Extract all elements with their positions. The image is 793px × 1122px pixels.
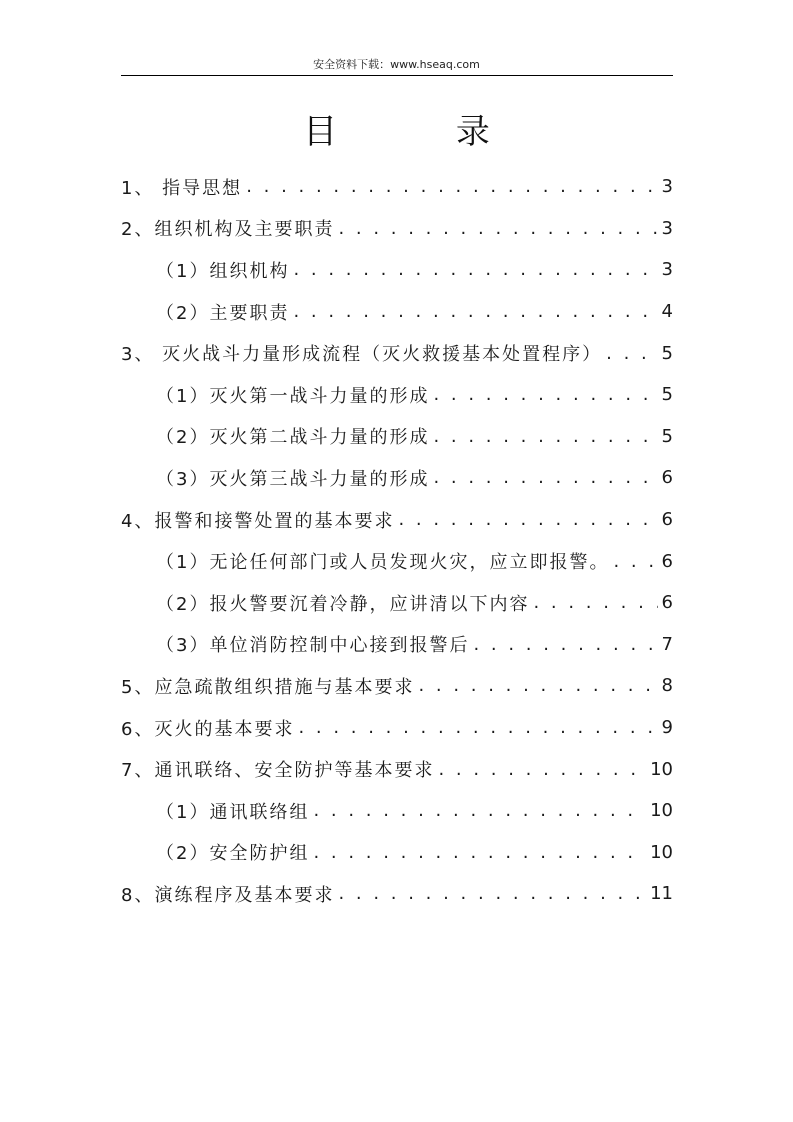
toc-entry[interactable] [121, 457, 673, 499]
toc-entry-text: 6、灭火的基本要求 [121, 718, 295, 740]
toc-entry-text: （1）组织机构 [156, 260, 290, 282]
toc-page-number: 3 [661, 217, 673, 239]
toc-page-number: 11 [650, 883, 673, 905]
toc-page-number: 5 [661, 425, 673, 447]
toc-leader-dots [398, 509, 657, 530]
toc-entry-text: （2）主要职责 [156, 302, 290, 324]
toc-entry[interactable] [121, 707, 673, 749]
toc-entry[interactable] [121, 332, 673, 374]
toc-leader-dots [613, 551, 657, 572]
toc-leader-dots [246, 176, 657, 197]
toc-entry[interactable] [121, 166, 673, 208]
toc-entry[interactable] [121, 291, 673, 333]
toc-page-number: 5 [661, 342, 673, 364]
toc-entry[interactable] [121, 249, 673, 291]
toc-leader-dots [338, 883, 646, 904]
toc-entry-text: 4、报警和接警处置的基本要求 [121, 510, 395, 532]
toc-leader-dots [298, 717, 657, 738]
toc-page-number: 8 [661, 675, 673, 697]
toc-leader-dots [433, 384, 657, 405]
toc-page-number: 6 [661, 509, 673, 531]
toc-entry-text: （3）灭火第三战斗力量的形成 [156, 468, 430, 490]
toc-entry-text: （1）灭火第一战斗力量的形成 [156, 385, 430, 407]
toc-leader-dots [313, 842, 646, 863]
toc-entry[interactable] [121, 873, 673, 915]
toc-entry[interactable] [121, 624, 673, 666]
toc-leader-dots [433, 426, 657, 447]
toc-page-number: 3 [661, 176, 673, 198]
toc-page-number: 6 [661, 550, 673, 572]
toc-page-number: 6 [661, 467, 673, 489]
toc-entry[interactable] [121, 416, 673, 458]
toc-entry-text: （2）安全防护组 [156, 843, 310, 865]
toc-entry-text: （3）单位消防控制中心接到报警后 [156, 635, 470, 657]
toc-entry[interactable] [121, 208, 673, 250]
toc-entry[interactable] [121, 665, 673, 707]
toc-title: 目 录 [303, 112, 544, 152]
toc-leader-dots [418, 675, 657, 696]
toc-entry-text: 2、组织机构及主要职责 [121, 219, 335, 241]
toc-page-number: 10 [650, 841, 673, 863]
toc-page-number: 5 [661, 384, 673, 406]
toc-leader-dots [313, 800, 646, 821]
toc-entry-text: （1）通讯联络组 [156, 801, 310, 823]
toc-leader-dots [433, 467, 657, 488]
toc-leader-dots [533, 592, 657, 613]
toc-entry-text: 8、演练程序及基本要求 [121, 884, 335, 906]
toc-leader-dots [473, 634, 657, 655]
toc-entry-text: 7、通讯联络、安全防护等基本要求 [121, 760, 435, 782]
toc-entry-text: 5、应急疏散组织措施与基本要求 [121, 676, 415, 698]
toc-entry[interactable] [121, 582, 673, 624]
toc-entry[interactable] [121, 748, 673, 790]
toc-entry-text: 1、 指导思想 [121, 177, 243, 199]
toc-page-number: 4 [661, 301, 673, 323]
toc-entry-text: （1）无论任何部门或人员发现火灾，应立即报警。 [156, 552, 610, 574]
toc-leader-dots [293, 259, 657, 280]
toc-page-number: 7 [661, 633, 673, 655]
toc-leader-dots [338, 218, 657, 239]
toc-page-number: 10 [650, 800, 673, 822]
toc-entry-text: （2）灭火第二战斗力量的形成 [156, 427, 430, 449]
page-header: 安全资料下载：www.hseaq.com [313, 58, 480, 71]
toc-page-number: 9 [661, 717, 673, 739]
header-divider [121, 75, 673, 76]
toc-entry-text: 3、 灭火战斗力量形成流程（灭火救援基本处置程序） [121, 344, 603, 366]
toc-page-number: 10 [650, 758, 673, 780]
toc-entry-text: （2）报火警要沉着冷静，应讲清以下内容 [156, 593, 530, 615]
toc-page-number: 6 [661, 592, 673, 614]
table-of-contents [121, 166, 673, 915]
toc-entry[interactable] [121, 374, 673, 416]
toc-leader-dots [438, 759, 646, 780]
toc-entry[interactable] [121, 540, 673, 582]
toc-entry[interactable] [121, 832, 673, 874]
toc-page-number: 3 [661, 259, 673, 281]
toc-entry[interactable] [121, 499, 673, 541]
toc-leader-dots [293, 301, 657, 322]
toc-leader-dots [606, 343, 657, 364]
toc-entry[interactable] [121, 790, 673, 832]
